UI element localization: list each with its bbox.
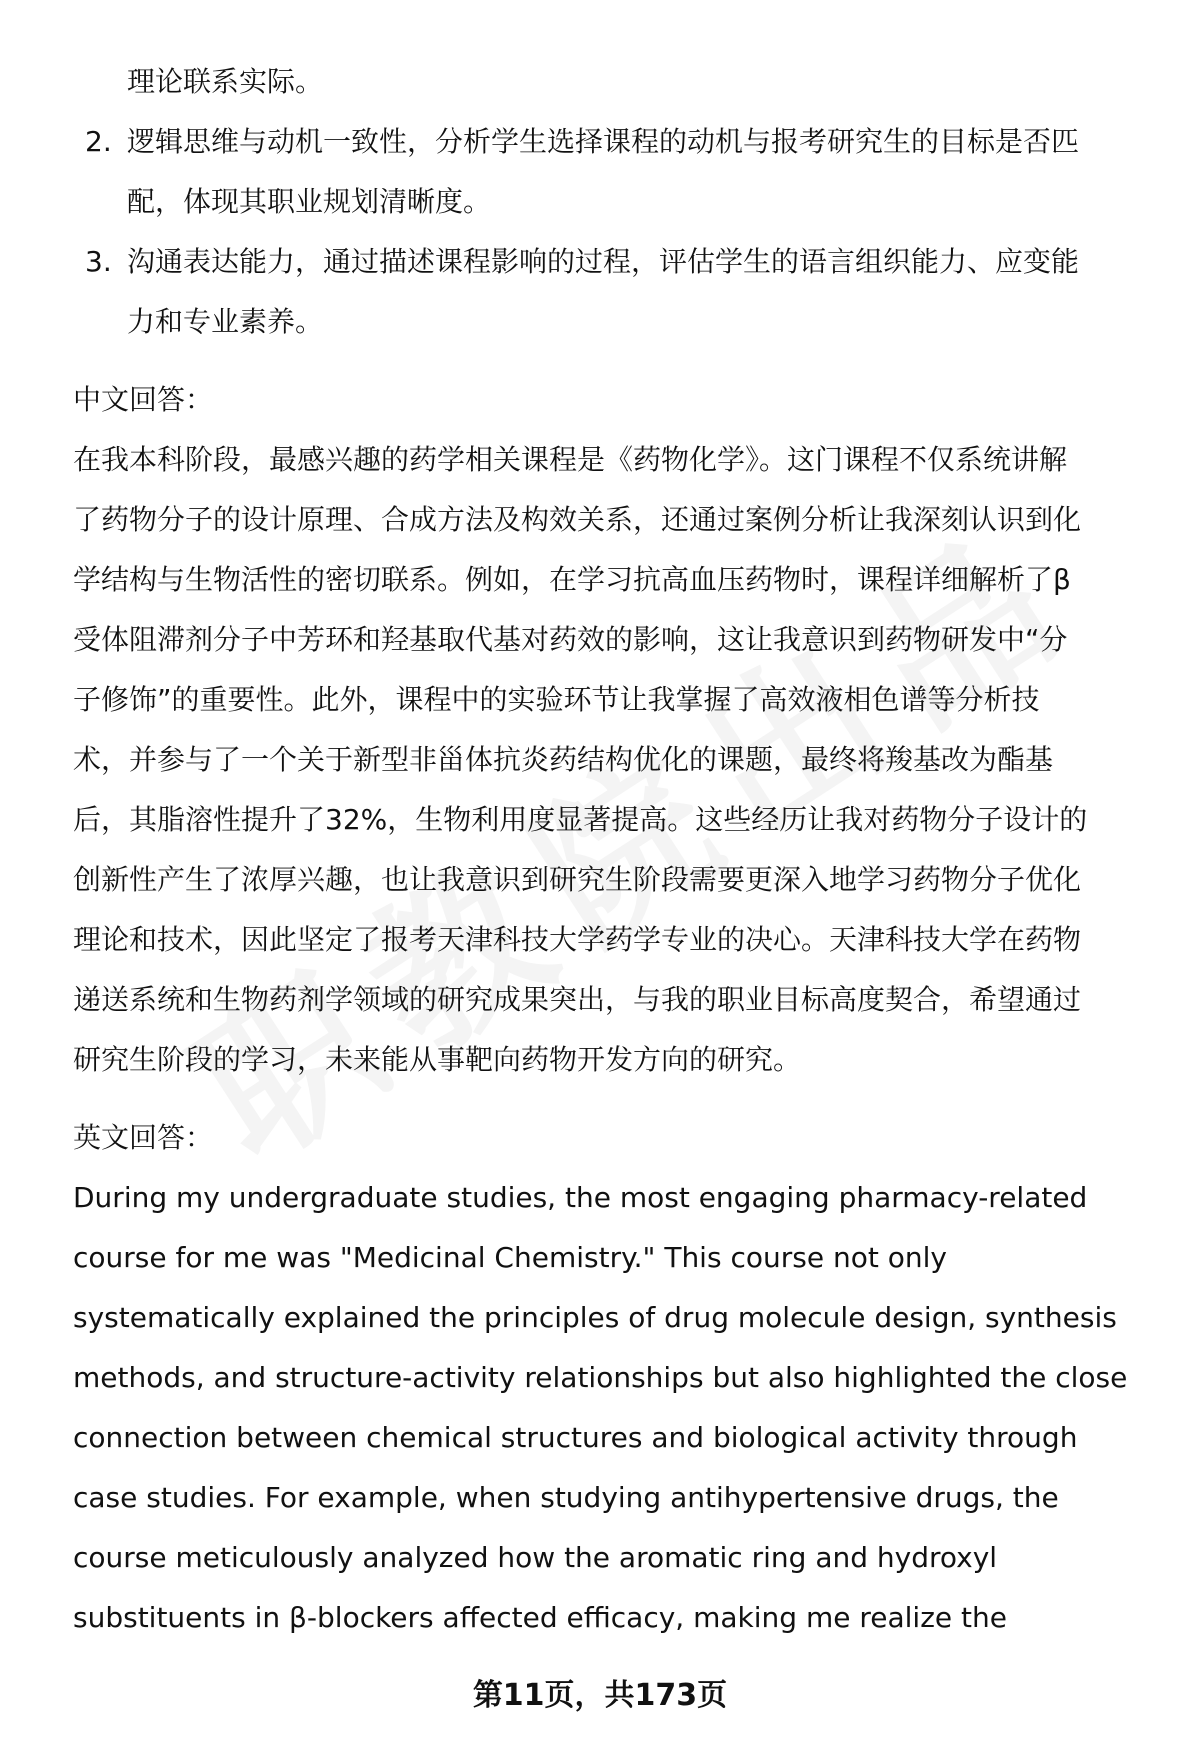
chinese-answer-line: 受体阻滞剂分子中芳环和羟基取代基对药效的影响，这让我意识到药物研发中“分	[73, 623, 1068, 656]
list-number: 2.	[85, 125, 112, 158]
list-item-text: 逻辑思维与动机一致性，分析学生选择课程的动机与报考研究生的目标是否匹	[127, 125, 1080, 158]
list-item-line	[73, 112, 1148, 172]
chinese-answer-line: 了药物分子的设计原理、合成方法及构效关系，还通过案例分析让我深刻认识到化	[73, 503, 1082, 536]
list-item-line	[73, 232, 1148, 292]
chinese-answer-heading: 中文回答：	[73, 383, 214, 416]
list-item-text: 沟通表达能力，通过描述课程影响的过程，评估学生的语言组织能力、应变能	[127, 245, 1080, 278]
page-number-footer: 第11页，共173页	[472, 1678, 728, 1713]
english-answer-line: case studies. For example, when studying antihypertensive drugs, the	[73, 1481, 1059, 1514]
chinese-answer-line: 在我本科阶段，最感兴趣的药学相关课程是《药物化学》。这门课程不仅系统讲解	[73, 443, 1068, 476]
chinese-answer-line: 子修饰”的重要性。此外，课程中的实验环节让我掌握了高效液相色谱等分析技	[73, 683, 1040, 716]
list-number: 3.	[85, 245, 112, 278]
list-item-text: 配，体现其职业规划清晰度。	[127, 185, 492, 218]
chinese-answer-line: 后，其脂溶性提升了32%，生物利用度显著提高。这些经历让我对药物分子设计的	[73, 803, 1088, 836]
chinese-answer-line: 理论和技术，因此坚定了报考天津科技大学药学专业的决心。天津科技大学在药物	[73, 923, 1082, 956]
list-item-3	[73, 232, 1148, 352]
list-item-line	[73, 292, 1148, 352]
chinese-answer-line: 研究生阶段的学习，未来能从事靶向药物开发方向的研究。	[73, 1043, 802, 1076]
page-content	[73, 52, 1148, 1648]
english-answer-line: systematically explained the principles of drug molecule design, synthesis	[73, 1301, 1117, 1334]
list-item-text: 力和专业素养。	[127, 305, 324, 338]
chinese-answer-line: 术，并参与了一个关于新型非甾体抗炎药结构优化的课题，最终将羧基改为酯基	[73, 743, 1054, 776]
chinese-answer-line: 递送系统和生物药剂学领域的研究成果突出，与我的职业目标高度契合，希望通过	[73, 983, 1082, 1016]
chinese-answer-line: 创新性产生了浓厚兴趣，也让我意识到研究生阶段需要更深入地学习药物分子优化	[73, 863, 1082, 896]
list-item-2	[73, 112, 1148, 232]
list-item-line	[73, 172, 1148, 232]
english-answer-line: methods, and structure-activity relationships but also highlighted the close	[73, 1361, 1128, 1394]
english-answer-line: course for me was "Medicinal Chemistry." This course not only	[73, 1241, 947, 1274]
english-answer-line: During my undergraduate studies, the most engaging pharmacy-related	[73, 1181, 1088, 1214]
chinese-answer-line: 学结构与生物活性的密切联系。例如，在学习抗高血压药物时，课程详细解析了β	[73, 563, 1071, 596]
english-answer-line: connection between chemical structures and biological activity through	[73, 1421, 1078, 1454]
english-answer-heading: 英文回答：	[73, 1121, 214, 1154]
english-answer-body	[73, 1168, 1148, 1648]
list-continuation-line: 理论联系实际。	[127, 65, 324, 98]
chinese-answer-body	[73, 430, 1148, 1090]
english-answer-line: course meticulously analyzed how the aromatic ring and hydroxyl	[73, 1541, 998, 1574]
english-answer-line: substituents in β-blockers affected efficacy, making me realize the	[73, 1601, 1007, 1634]
